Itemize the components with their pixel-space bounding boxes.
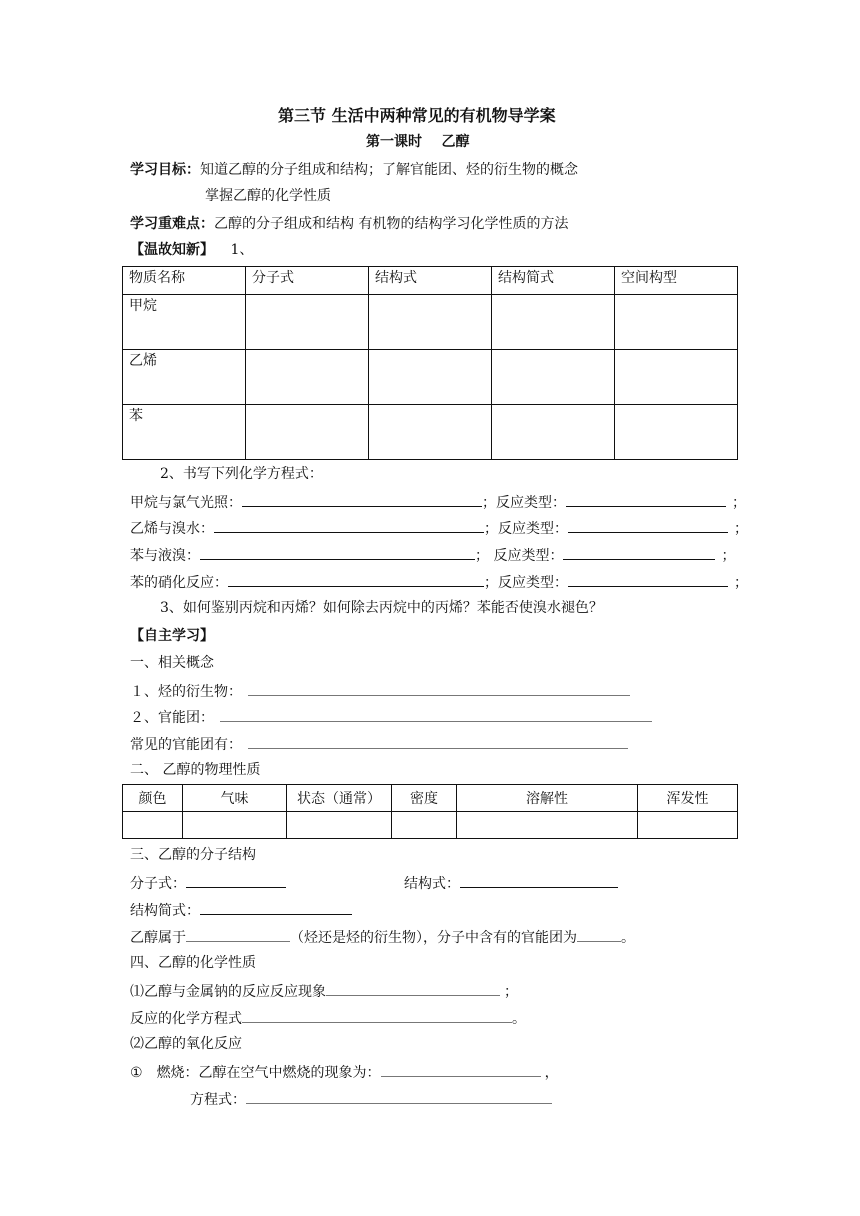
cell-input[interactable] (492, 405, 615, 460)
simple-blank[interactable] (200, 900, 352, 915)
combustion-equation-label: 方程式： (190, 1092, 246, 1108)
review-heading-row (130, 241, 253, 259)
reaction-row (130, 518, 748, 538)
cell-input[interactable] (615, 405, 738, 460)
equation-blank[interactable] (214, 518, 484, 533)
combustion-end: ， (544, 1065, 559, 1081)
reaction-label: 苯的硝化反应： (130, 575, 228, 591)
concept-row (130, 681, 630, 701)
equation-blank[interactable] (200, 545, 475, 560)
physical-props-table (122, 784, 738, 839)
section-concepts: 一、相关概念 (130, 655, 214, 671)
cell-input[interactable] (615, 295, 738, 350)
reaction-row (130, 572, 748, 592)
cell-input[interactable] (492, 350, 615, 405)
cell-input[interactable] (457, 812, 638, 839)
reaction-end: ； (734, 521, 748, 537)
key-points-label: 学习重难点： (130, 216, 214, 232)
reaction-row (130, 545, 735, 565)
th-name: 物质名称 (123, 267, 246, 295)
reaction-end: ； (734, 575, 748, 591)
review-heading: 【温故知新】 (130, 242, 214, 258)
equation-row (130, 1008, 526, 1028)
combustion-equation-blank[interactable] (246, 1089, 552, 1104)
class-blank[interactable] (186, 927, 290, 942)
th-volatility: 浑发性 (638, 785, 738, 812)
concept-blank[interactable] (248, 734, 628, 749)
review-item3: 3、如何鉴别丙烷和丙烯？如何除去丙烷中的丙烯？苯能否使溴水褪色？ (160, 600, 603, 616)
cell-input[interactable] (246, 405, 369, 460)
reaction-row (130, 492, 746, 512)
cell-input[interactable] (183, 812, 287, 839)
page-subtitle: 第一课时 乙醇 (366, 134, 470, 150)
simple-row (130, 900, 352, 920)
section-physical: 二、 乙醇的物理性质 (130, 762, 261, 778)
self-study-heading: 【自主学习】 (130, 628, 214, 644)
th-smell: 气味 (183, 785, 287, 812)
concept-label: １、烃的衍生物： (130, 684, 242, 700)
cell-input[interactable] (369, 350, 492, 405)
objectives-text-1: 知道乙醇的分子组成和结构；了解官能团、烃的衍生物的概念 (200, 162, 578, 178)
belongs-b: （烃还是烃的衍生物），分子中含有的官能团为 (290, 930, 577, 946)
section-structure: 三、乙醇的分子结构 (130, 847, 256, 863)
reaction-type-label: ；反应类型： (484, 521, 568, 537)
struct-label: 结构式： (404, 876, 460, 892)
cell-input[interactable] (123, 812, 183, 839)
reaction-type-label: ； 反应类型： (475, 548, 564, 564)
concept-label: 常见的官能团有： (130, 737, 242, 753)
key-points-text: 乙醇的分子组成和结构 有机物的结构学习化学性质的方法 (214, 216, 569, 232)
cell-input[interactable] (369, 405, 492, 460)
formula-blank[interactable] (186, 873, 286, 888)
objectives-line2: 掌握乙醇的化学性质 (205, 188, 331, 204)
equation-end: 。 (512, 1011, 526, 1027)
th-formula: 分子式 (246, 267, 369, 295)
th-shape: 空间构型 (615, 267, 738, 295)
concept-blank[interactable] (220, 707, 652, 722)
cell-input[interactable] (615, 350, 738, 405)
reaction-type-label: ；反应类型： (482, 495, 566, 511)
cell-input[interactable] (492, 295, 615, 350)
equation-blank[interactable] (228, 572, 484, 587)
sodium-blank[interactable] (326, 981, 500, 996)
belongs-a: 乙醇属于 (130, 930, 186, 946)
th-struct: 结构式 (369, 267, 492, 295)
hydrocarbon-table (122, 266, 738, 460)
group-blank[interactable] (577, 927, 621, 942)
th-solubility: 溶解性 (457, 785, 638, 812)
struct-blank[interactable] (460, 873, 618, 888)
combustion-label: 燃烧：乙醇在空气中燃烧的现象为： (156, 1065, 381, 1081)
cell-input[interactable] (287, 812, 392, 839)
oxidation-heading: ⑵乙醇的氧化反应 (130, 1036, 242, 1052)
type-blank[interactable] (563, 545, 715, 560)
cell-input[interactable] (638, 812, 738, 839)
reaction-end: ； (732, 495, 746, 511)
concept-row (130, 734, 628, 754)
reaction-label: 甲烷与氯气光照： (130, 495, 242, 511)
th-density: 密度 (392, 785, 457, 812)
combustion-equation-row (190, 1089, 552, 1109)
key-points (130, 215, 568, 233)
formula-label: 分子式： (130, 876, 186, 892)
review-item1: 1、 (230, 242, 254, 258)
type-blank[interactable] (568, 572, 728, 587)
equation-blank[interactable] (242, 492, 482, 507)
concept-row (130, 707, 652, 727)
th-state: 状态（通常） (287, 785, 392, 812)
th-simple: 结构简式 (492, 267, 615, 295)
section-chemical: 四、乙醇的化学性质 (130, 955, 256, 971)
reaction-type-label: ；反应类型： (484, 575, 568, 591)
th-color: 颜色 (123, 785, 183, 812)
row-ethylene: 乙烯 (123, 350, 246, 405)
equation-label: 反应的化学方程式 (130, 1011, 242, 1027)
belongs-c: 。 (621, 930, 635, 946)
type-blank[interactable] (566, 492, 726, 507)
simple-label: 结构简式： (130, 903, 200, 919)
cell-input[interactable] (246, 350, 369, 405)
reaction-label: 苯与液溴： (130, 548, 200, 564)
concept-blank[interactable] (248, 681, 630, 696)
reaction-label: 乙烯与溴水： (130, 521, 214, 537)
formula-row (130, 873, 286, 893)
struct-row (404, 873, 618, 893)
cell-input[interactable] (369, 295, 492, 350)
sodium-end: ； (504, 984, 518, 1000)
combustion-blank[interactable] (381, 1062, 541, 1077)
circled-one: ① (130, 1065, 143, 1081)
objectives-label: 学习目标： (130, 162, 200, 178)
reaction-end: ； (721, 548, 736, 564)
review-item2: 2、书写下列化学方程式： (160, 466, 323, 482)
sodium-label: ⑴乙醇与金属钠的反应反应现象 (130, 984, 326, 1000)
sodium-row (130, 981, 518, 1001)
belongs-row (130, 927, 635, 947)
cell-input[interactable] (246, 295, 369, 350)
page-title: 第三节 生活中两种常见的有机物导学案 (278, 106, 556, 125)
objectives-line1 (130, 161, 578, 179)
equation-blank[interactable] (242, 1008, 512, 1023)
row-benzene: 苯 (123, 405, 246, 460)
cell-input[interactable] (392, 812, 457, 839)
type-blank[interactable] (568, 518, 728, 533)
combustion-row (130, 1062, 559, 1082)
concept-label: ２、官能团： (130, 710, 214, 726)
row-methane: 甲烷 (123, 295, 246, 350)
